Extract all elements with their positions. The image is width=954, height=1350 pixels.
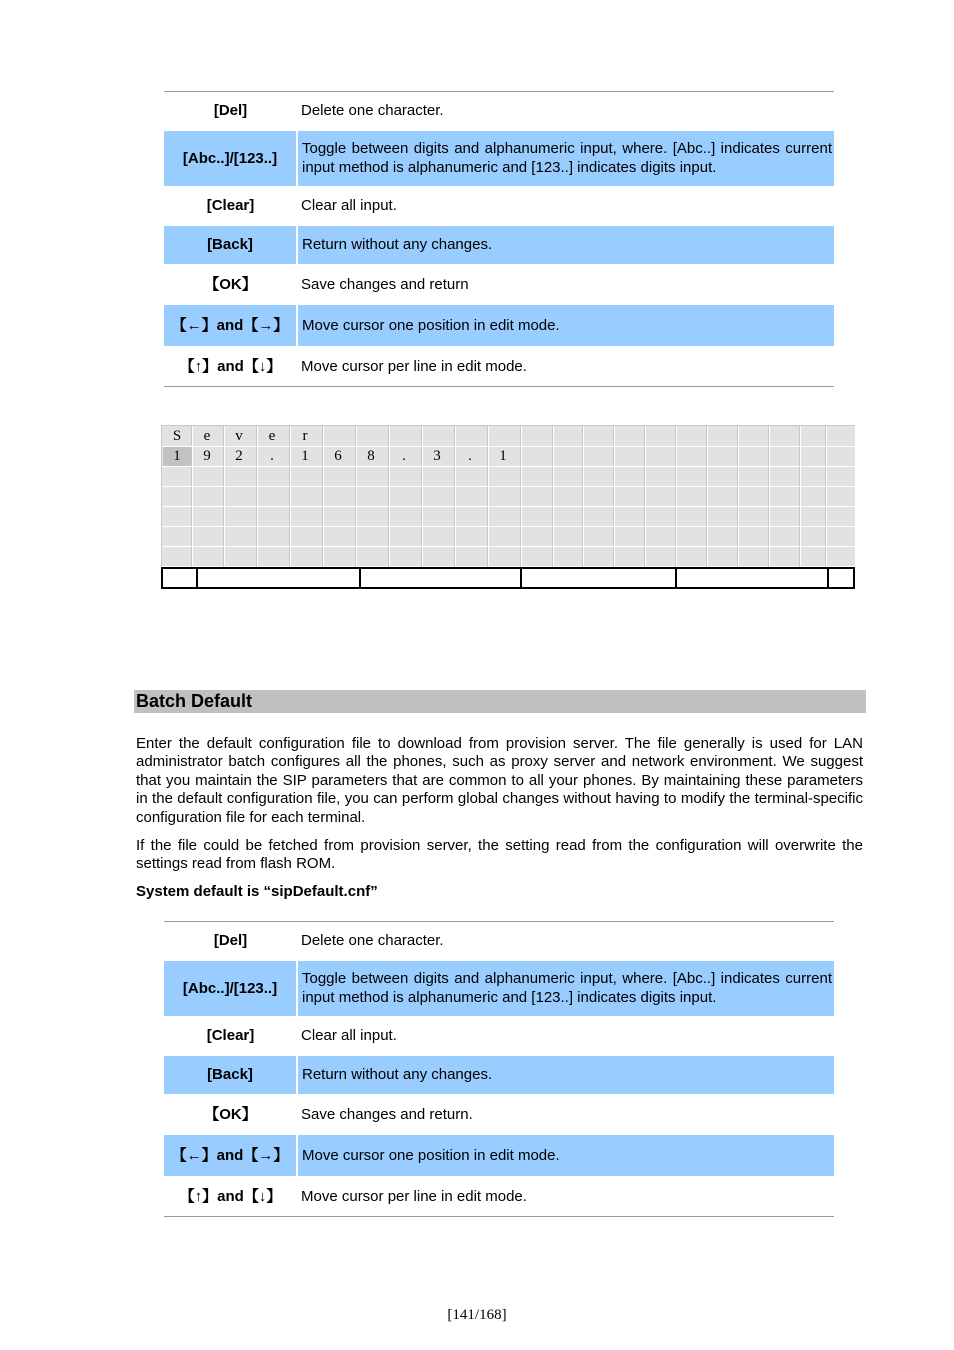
key-label: 【←】and【→】 <box>164 304 297 347</box>
table-row <box>164 130 834 187</box>
softkey-divider <box>520 569 522 587</box>
key-label: [Clear] <box>206 1027 255 1044</box>
key-label: 【OK】 <box>204 275 257 293</box>
table-row <box>164 1134 834 1177</box>
table-row <box>164 1055 834 1095</box>
table-row <box>164 1095 834 1134</box>
paragraph: If the file could be fetched from provision server, the setting read from the configuration will overwrite the settings read from flash ROM. <box>136 837 863 873</box>
key-label: [Back] <box>164 1055 297 1095</box>
paragraph: Enter the default configuration file to download from provision server. The file generally is used for LAN administrator batch configures all the phones, such as proxy server and network environment. We suggest that you maintain the SIP parameters that are common to all your phones. By maintaining these parameters in the default configuration file, you can perform global changes without having to modify the terminal-specific configuration file for each terminal. <box>136 735 863 826</box>
lcd-grid-line <box>162 486 856 487</box>
lcd-character: v <box>235 428 243 444</box>
softkey-divider <box>359 569 361 587</box>
default-note: System default is “sipDefault.cnf” <box>136 883 378 900</box>
key-description: Toggle between digits and alphanumeric input, where. [Abc..] indicates current input method is alphanumeric and [123..] indicates digits input. <box>297 960 834 1017</box>
softkey-divider <box>196 569 198 587</box>
lcd-character: 2 <box>235 448 243 464</box>
table-row <box>164 922 834 960</box>
table-row <box>164 960 834 1017</box>
lcd-character: . <box>270 448 274 464</box>
key-description: Delete one character. <box>297 92 834 130</box>
lcd-grid-line <box>162 466 856 467</box>
table-row <box>164 347 834 387</box>
lcd-character: r <box>302 428 308 444</box>
key-label: 【←】and【→】 <box>164 1134 297 1177</box>
key-description: Clear all input. <box>301 1027 397 1044</box>
key-description: Move cursor one position in edit mode. <box>297 304 834 347</box>
key-description: Move cursor per line in edit mode. <box>297 1177 834 1217</box>
key-description: Save changes and return <box>301 275 469 293</box>
key-description: Return without any changes. <box>297 1055 834 1095</box>
table-row <box>164 187 834 225</box>
lcd-character: e <box>268 428 276 444</box>
key-description: Move cursor per line in edit mode. <box>297 347 834 387</box>
key-description: Return without any changes. <box>297 225 834 265</box>
key-label: [Abc..]/[123..] <box>164 130 297 187</box>
page-number: [141/168] <box>447 1307 507 1323</box>
lcd-display <box>161 425 855 589</box>
softkey-bar <box>161 567 855 589</box>
lcd-grid-line <box>162 546 856 547</box>
table-row <box>164 1177 834 1217</box>
key-label: [Del] <box>164 92 297 130</box>
table-row <box>164 92 834 130</box>
lcd-grid-line <box>162 506 856 507</box>
lcd-character: 1 <box>173 448 181 464</box>
key-description: Move cursor one position in edit mode. <box>297 1134 834 1177</box>
lcd-character: 1 <box>499 448 507 464</box>
lcd-grid-line <box>162 526 856 527</box>
key-description: Clear all input. <box>301 197 397 214</box>
softkey-divider <box>675 569 677 587</box>
table-row <box>164 265 834 304</box>
key-label: [Clear] <box>206 197 255 214</box>
softkey-divider <box>827 569 829 587</box>
key-table-top <box>164 91 834 387</box>
key-description: Toggle between digits and alphanumeric input, where. [Abc..] indicates current input method is alphanumeric and [123..] indicates digits input. <box>297 130 834 187</box>
lcd-grid <box>161 425 855 566</box>
lcd-character: 6 <box>334 448 342 464</box>
key-label: 【OK】 <box>204 1105 257 1123</box>
lcd-character: 3 <box>433 448 441 464</box>
table-row <box>164 304 834 347</box>
lcd-character: 8 <box>367 448 375 464</box>
lcd-character: . <box>402 448 406 464</box>
key-label: 【↑】and【↓】 <box>164 1177 297 1217</box>
key-description: Delete one character. <box>297 922 834 960</box>
lcd-character: S <box>172 428 182 444</box>
key-label: [Back] <box>164 225 297 265</box>
key-description: Save changes and return. <box>301 1105 473 1123</box>
key-label: [Abc..]/[123..] <box>164 960 297 1017</box>
lcd-character: 9 <box>203 448 211 464</box>
key-label: 【↑】and【↓】 <box>164 347 297 387</box>
key-label: [Del] <box>164 922 297 960</box>
lcd-character: 1 <box>301 448 309 464</box>
key-table-bottom <box>164 921 834 1217</box>
table-row <box>164 225 834 265</box>
lcd-character: . <box>468 448 472 464</box>
section-title: Batch Default <box>134 690 866 713</box>
lcd-character: e <box>203 428 211 444</box>
table-row <box>164 1017 834 1055</box>
